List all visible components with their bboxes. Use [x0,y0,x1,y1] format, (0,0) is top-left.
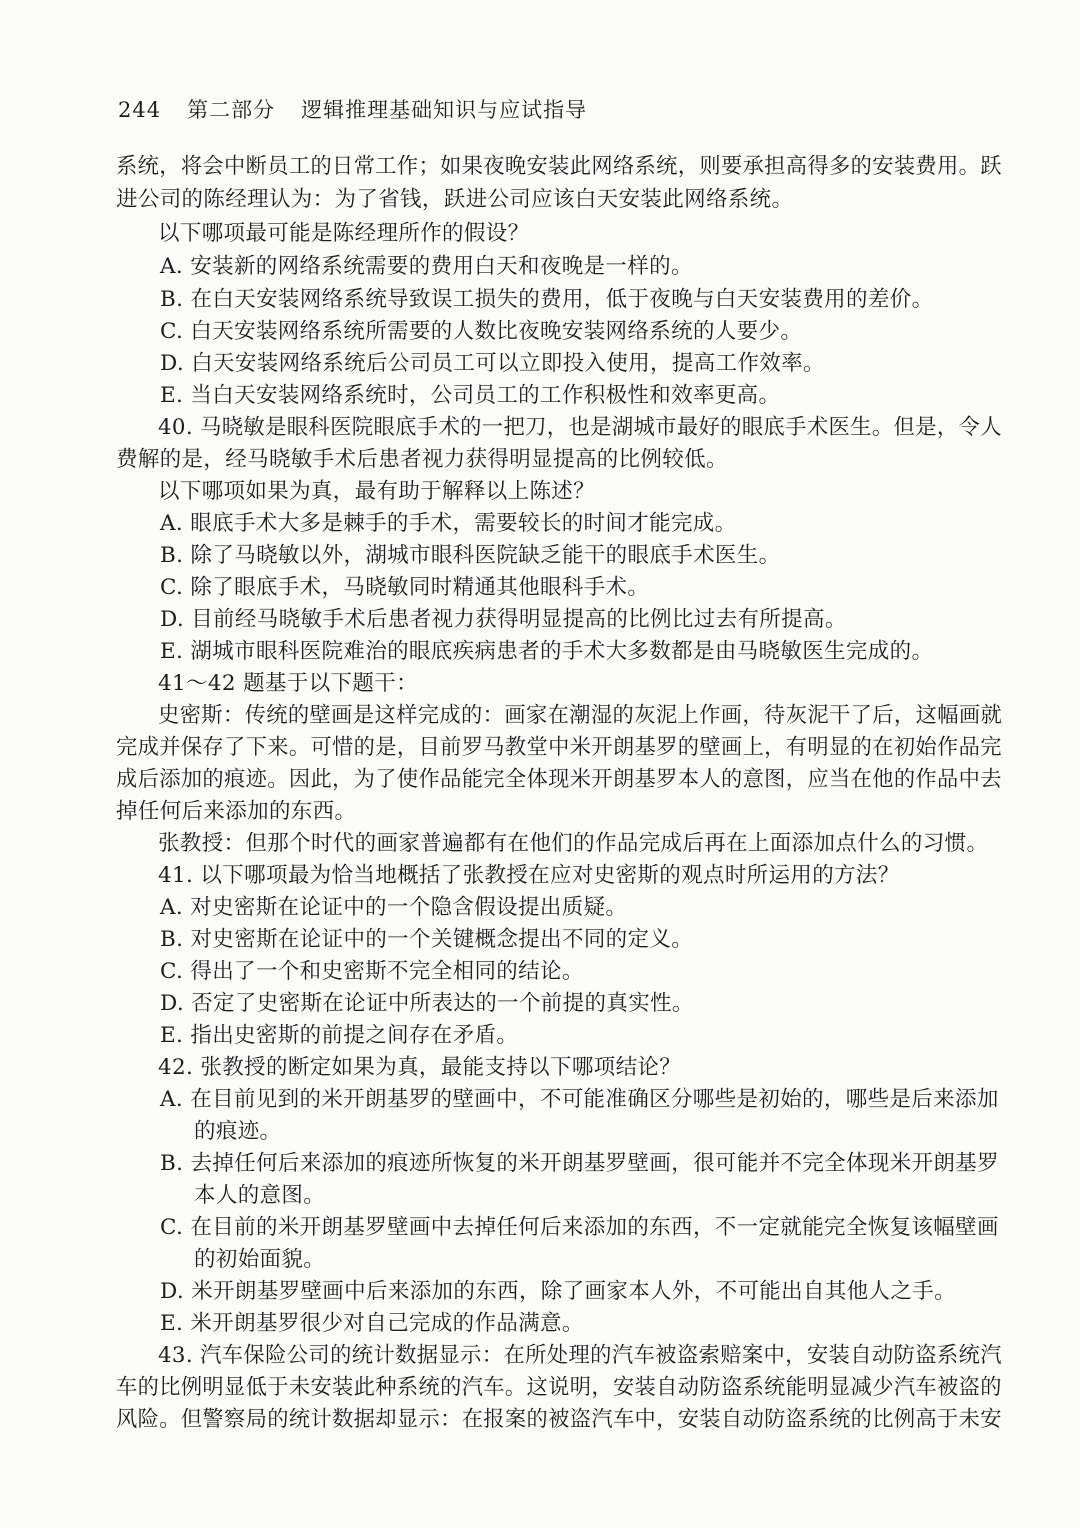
text-line: 完成并保存了下来。可惜的是，目前罗马教堂中米开朗基罗的壁画上，有明显的在初始作品完 [116,735,1002,760]
question-prompt: 以下哪项如果为真，最有助于解释以上陈述？ [158,479,596,504]
option-a: A. 在目前见到的米开朗基罗的壁画中，不可能准确区分哪些是初始的，哪些是后来添加 [160,1087,999,1112]
option-d: D. 否定了史密斯在论证中所表达的一个前提的真实性。 [160,991,694,1016]
text-line: 史密斯：传统的壁画是这样完成的：画家在潮湿的灰泥上作画，待灰泥干了后，这幅画就 [158,703,1003,728]
option-e: E. 指出史密斯的前提之间存在矛盾。 [160,1023,519,1048]
part-label: 第二部分 [187,98,276,122]
option-b-continued: 本人的意图。 [194,1183,326,1208]
question-42: 42. 张教授的断定如果为真，最能支持以下哪项结论？ [158,1055,682,1080]
option-c-continued: 的初始面貌。 [194,1247,326,1272]
option-b: B. 对史密斯在论证中的一个关键概念提出不同的定义。 [160,927,694,952]
text-line: 张教授：但那个时代的画家普遍都有在他们的作品完成后再在上面添加点什么的习惯。 [158,831,989,856]
option-d: D. 白天安装网络系统后公司员工可以立即投入使用，提高工作效率。 [160,351,825,376]
option-c: C. 白天安装网络系统所需要的人数比夜晚安装网络系统的人要少。 [160,319,803,344]
text-line: 进公司的陈经理认为：为了省钱，跃进公司应该白天安装此网络系统。 [116,187,794,212]
question-40: 40. 马晓敏是眼科医院眼底手术的一把刀，也是湖城市最好的眼底手术医生。但是，令人 [158,415,1002,440]
option-a: A. 眼底手术大多是棘手的手术，需要较长的时间才能完成。 [160,511,737,536]
option-d: D. 目前经马晓敏手术后患者视力获得明显提高的比例比过去有所提高。 [160,607,847,632]
text-line: 车的比例明显低于未安装此种系统的汽车。这说明，安装自动防盗系统能明显减少汽车被盗的 [116,1375,1002,1400]
option-b: B. 去掉任何后来添加的痕迹所恢复的米开朗基罗壁画，很可能并不完全体现米开朗基罗 [160,1151,999,1176]
option-a-continued: 的痕迹。 [194,1119,282,1144]
option-d: D. 米开朗基罗壁画中后来添加的东西，除了画家本人外，不可能出自其他人之手。 [160,1279,956,1304]
option-c: C. 除了眼底手术，马晓敏同时精通其他眼科手术。 [160,575,650,600]
option-b: B. 除了马晓敏以外，湖城市眼科医院缺乏能干的眼底手术医生。 [160,543,781,568]
text-line: 系统，将会中断员工的日常工作；如果夜晚安装此网络系统，则要承担高得多的安装费用。跃 [116,154,1002,179]
option-e: E. 当白天安装网络系统时，公司员工的工作积极性和效率更高。 [160,383,781,408]
question-41: 41. 以下哪项最为恰当地概括了张教授在应对史密斯的观点时所运用的方法？ [158,863,900,888]
question-prompt: 以下哪项最可能是陈经理所作的假设？ [158,221,530,246]
option-e: E. 湖城市眼科医院难治的眼底疾病患者的手术大多数都是由马晓敏医生完成的。 [160,639,934,664]
option-c: C. 在目前的米开朗基罗壁画中去掉任何后来添加的东西，不一定就能完全恢复该幅壁画 [160,1215,999,1240]
option-c: C. 得出了一个和史密斯不完全相同的结论。 [160,959,584,984]
question-43: 43. 汽车保险公司的统计数据显示：在所处理的汽车被盗索赔案中，安装自动防盗系统汽 [158,1343,1002,1368]
question-group-heading: 41～42 题基于以下题干： [158,671,418,696]
page-number: 244 [118,98,162,122]
text-line: 成后添加的痕迹。因此，为了使作品能完全体现米开朗基罗本人的意图，应当在他的作品中去 [116,767,1002,792]
option-a: A. 安装新的网络系统需要的费用白天和夜晚是一样的。 [160,254,693,279]
option-e: E. 米开朗基罗很少对自己完成的作品满意。 [160,1311,584,1336]
text-line: 掉任何后来添加的东西。 [116,799,357,824]
option-a: A. 对史密斯在论证中的一个隐含假设提出质疑。 [160,895,628,920]
book-title: 逻辑推理基础知识与应试指导 [301,98,588,122]
text-line: 风险。但警察局的统计数据却显示：在报案的被盗汽车中，安装自动防盗系统的比例高于未安 [116,1407,1002,1432]
option-b: B. 在白天安装网络系统导致误工损失的费用，低于夜晚与白天安装费用的差价。 [160,287,934,312]
text-line: 费解的是，经马晓敏手术后患者视力获得明显提高的比例较低。 [116,447,728,472]
running-header [118,94,587,124]
